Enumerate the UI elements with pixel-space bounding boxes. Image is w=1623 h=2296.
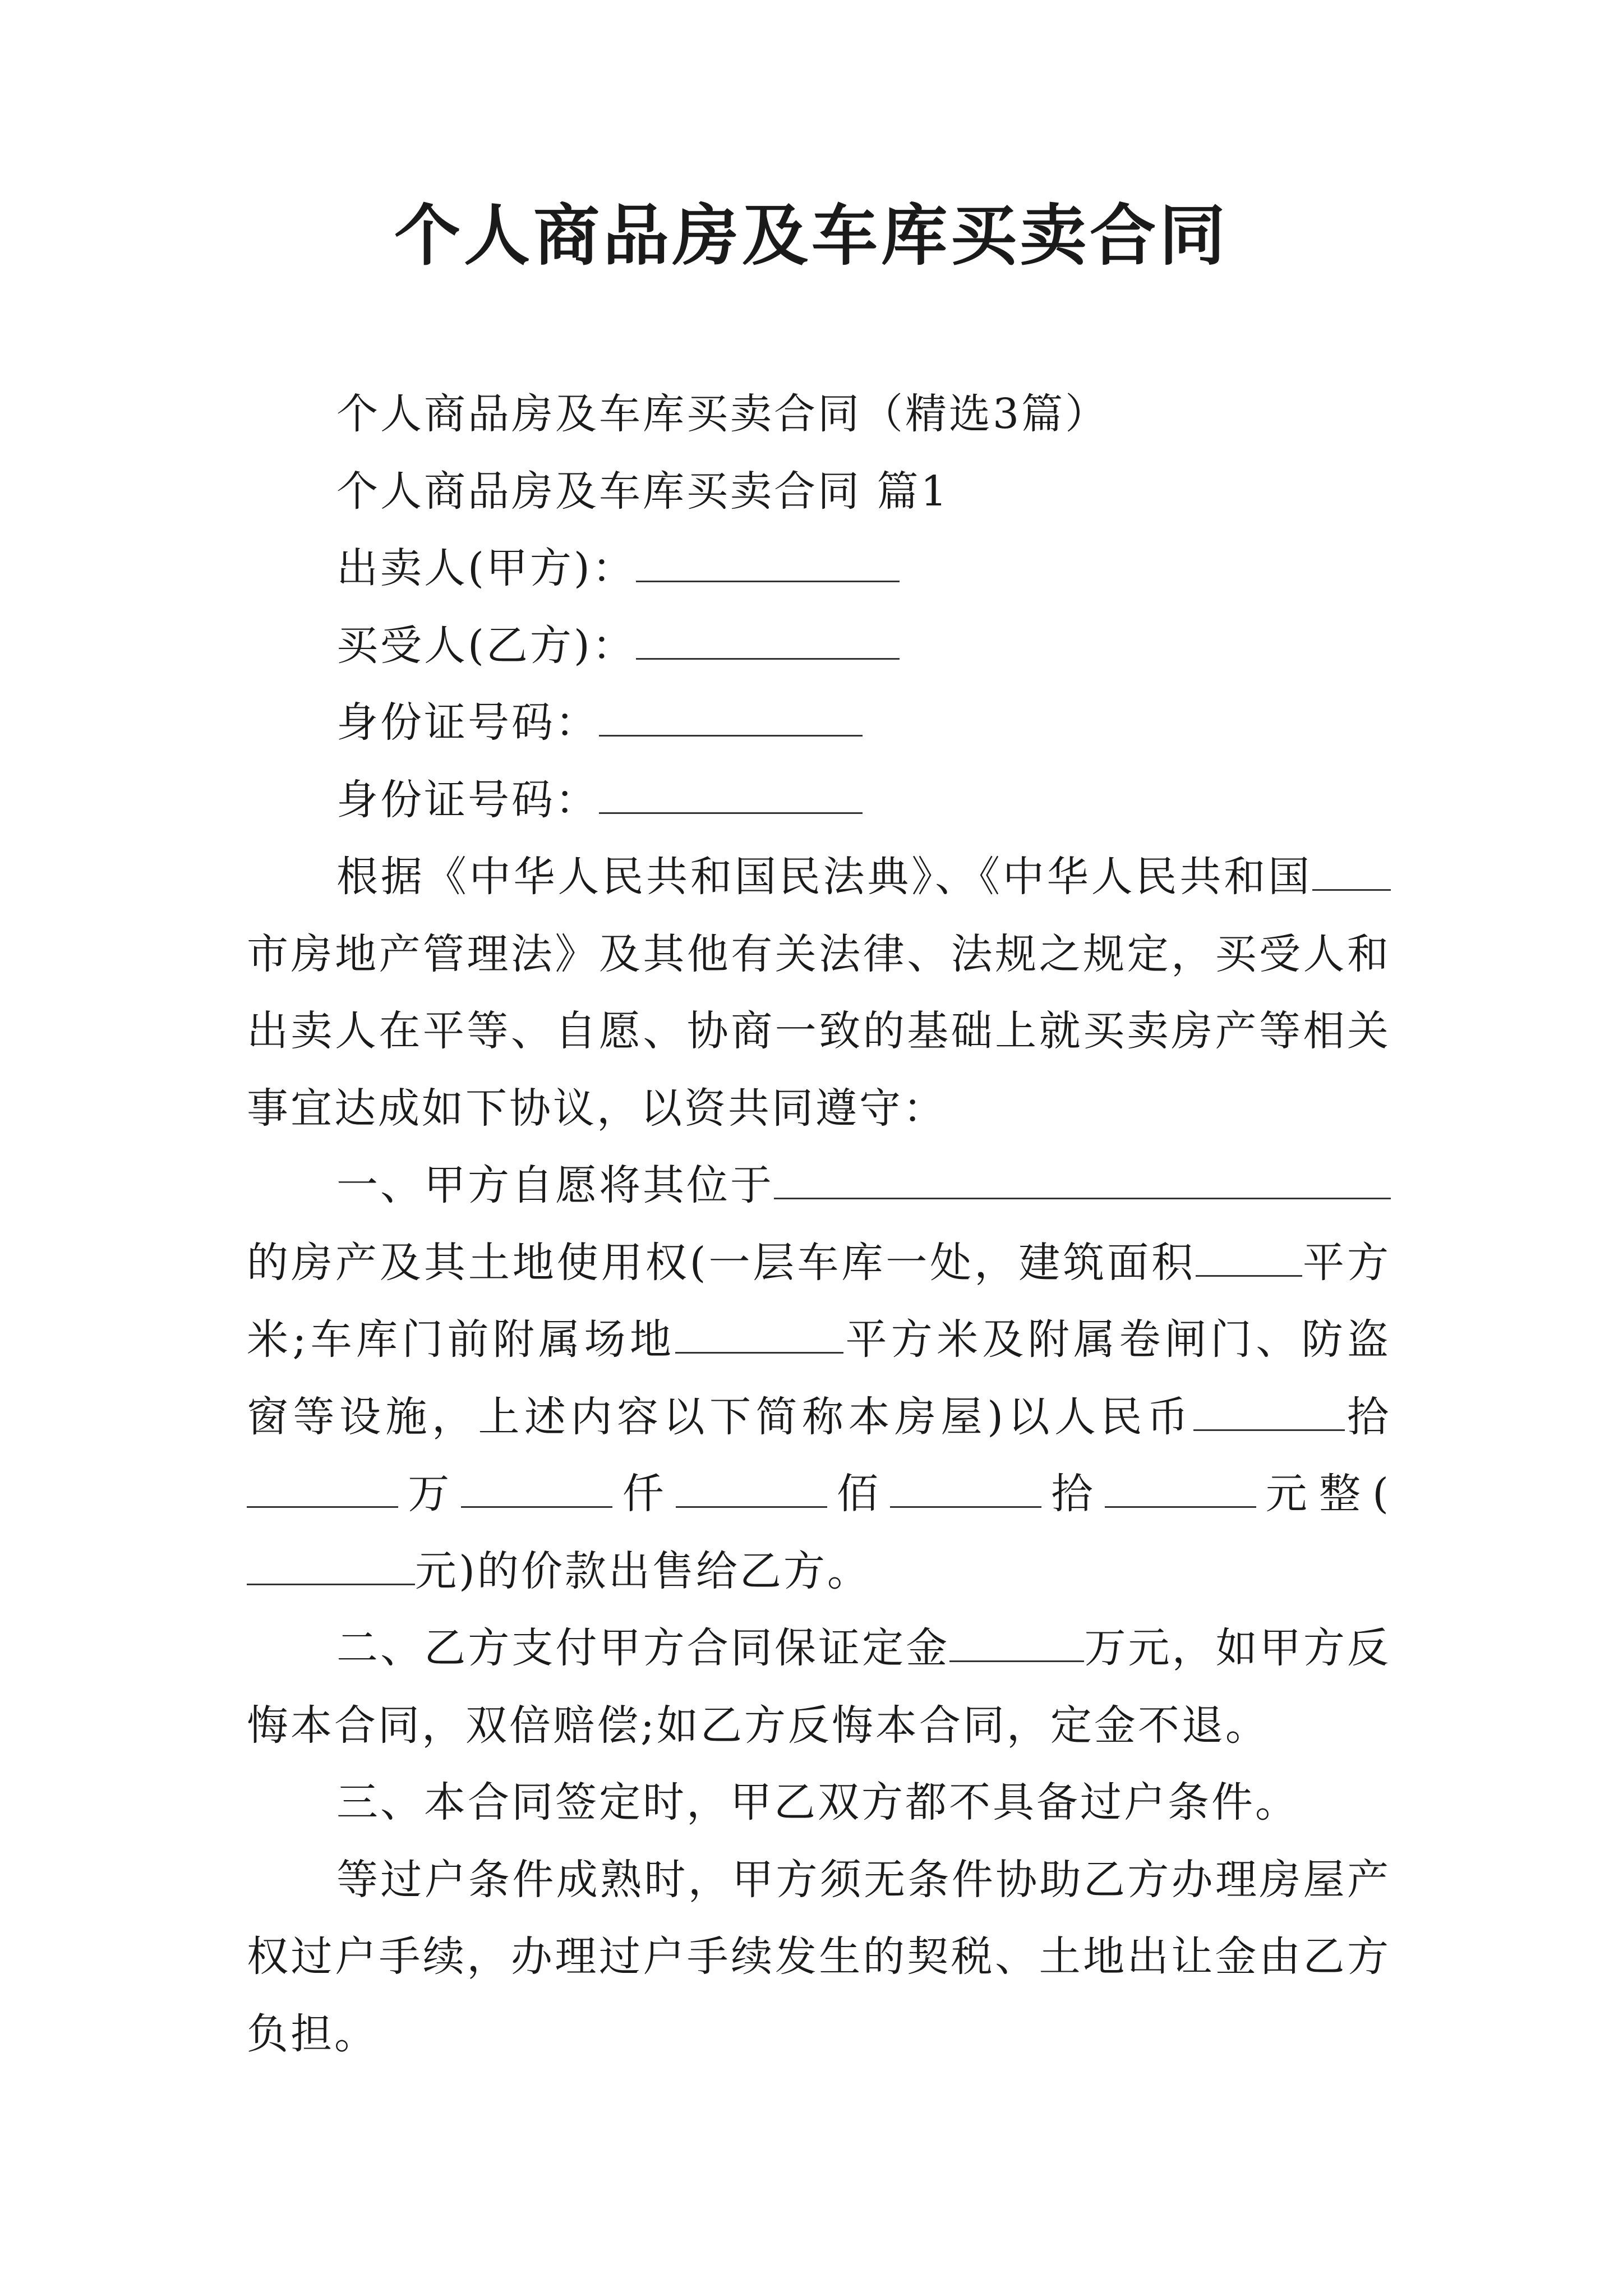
clause1-text-a: 一、甲方自愿将其位于 bbox=[336, 1161, 774, 1209]
id1-label: 身份证号码： bbox=[336, 698, 599, 747]
document-body bbox=[247, 376, 1391, 2073]
clause1-text-i: 拾 bbox=[1041, 1470, 1105, 1518]
seller-label: 出卖人(甲方)： bbox=[336, 544, 636, 592]
location-blank bbox=[774, 1156, 1391, 1199]
buyer-blank bbox=[636, 616, 900, 660]
clause2-text-a: 二、乙方支付甲方合同保证定金 bbox=[336, 1624, 950, 1672]
buyer-label: 买受人(乙方)： bbox=[336, 621, 636, 670]
subtitle-text: 个人商品房及车库买卖合同（精选3篇） bbox=[336, 390, 1109, 438]
clause3-paragraph bbox=[247, 1764, 1391, 1842]
chapter-text: 个人商品房及车库买卖合同 篇1 bbox=[336, 467, 949, 516]
clause4-paragraph bbox=[247, 1842, 1391, 2073]
city-blank bbox=[1312, 848, 1391, 891]
subtitle-line bbox=[247, 376, 1391, 453]
clause1-text-j: 元整( bbox=[1256, 1470, 1391, 1518]
amount-blank-4 bbox=[676, 1465, 827, 1508]
id2-blank bbox=[599, 771, 863, 814]
intro-text-a: 根据《中华人民共和国民法典》、《中华人民共和国 bbox=[336, 853, 1312, 901]
clause1-text-d: 平方米及附属卷闸门、防盗窗等设施，上述内容以下简称本房屋)以人民币 bbox=[247, 1315, 1391, 1441]
buyer-line bbox=[247, 608, 1391, 685]
clause2-paragraph bbox=[247, 1610, 1391, 1764]
clause1-text-h: 佰 bbox=[827, 1470, 891, 1518]
clause1-text-g: 仟 bbox=[612, 1470, 676, 1518]
amount-blank-6 bbox=[1105, 1465, 1256, 1508]
id1-line bbox=[247, 684, 1391, 762]
id2-line bbox=[247, 762, 1391, 839]
id1-blank bbox=[599, 693, 863, 737]
amount-blank-2 bbox=[247, 1465, 398, 1508]
seller-line bbox=[247, 530, 1391, 608]
site-area-blank bbox=[675, 1310, 843, 1354]
intro-text-b: 市房地产管理法》及其他有关法律、法规之规定，买受人和出卖人在平等、自愿、协商一致的基础上就买卖房产等相关事宜达成如下协议，以资共同遵守： bbox=[247, 930, 1391, 1133]
document-title: 个人商品房及车库买卖合同 bbox=[394, 196, 1229, 274]
amount-blank-1 bbox=[1193, 1388, 1345, 1431]
clause1-text-c: 平方米;车库门前附属场地 bbox=[247, 1238, 1391, 1364]
seller-blank bbox=[636, 539, 900, 582]
clause1-paragraph bbox=[247, 1147, 1391, 1610]
clause2-text-b: 万元，如甲方反悔本合同，双倍赔偿;如乙方反悔本合同，定金不退。 bbox=[247, 1624, 1391, 1750]
intro-paragraph bbox=[247, 839, 1391, 1147]
chapter-line bbox=[247, 453, 1391, 531]
clause1-text-k: 元)的价款出售给乙方。 bbox=[415, 1547, 871, 1595]
area-blank bbox=[1196, 1234, 1302, 1277]
amount-blank-3 bbox=[461, 1465, 612, 1508]
clause3-text: 三、本合同签定时，甲乙双方都不具备过户条件。 bbox=[336, 1778, 1299, 1826]
yuan-blank bbox=[247, 1542, 415, 1585]
clause1-text-e: 拾 bbox=[1344, 1392, 1391, 1441]
amount-blank-5 bbox=[890, 1465, 1041, 1508]
deposit-blank bbox=[949, 1619, 1084, 1662]
clause1-text-b: 的房产及其土地使用权(一层车库一处，建筑面积 bbox=[247, 1238, 1196, 1287]
clause1-text-f: 万 bbox=[398, 1470, 462, 1518]
clause4-text: 等过户条件成熟时，甲方须无条件协助乙方办理房屋产权过户手续，办理过户手续发生的契税、土地出让金由乙方负担。 bbox=[247, 1855, 1391, 2058]
id2-label: 身份证号码： bbox=[336, 775, 599, 824]
